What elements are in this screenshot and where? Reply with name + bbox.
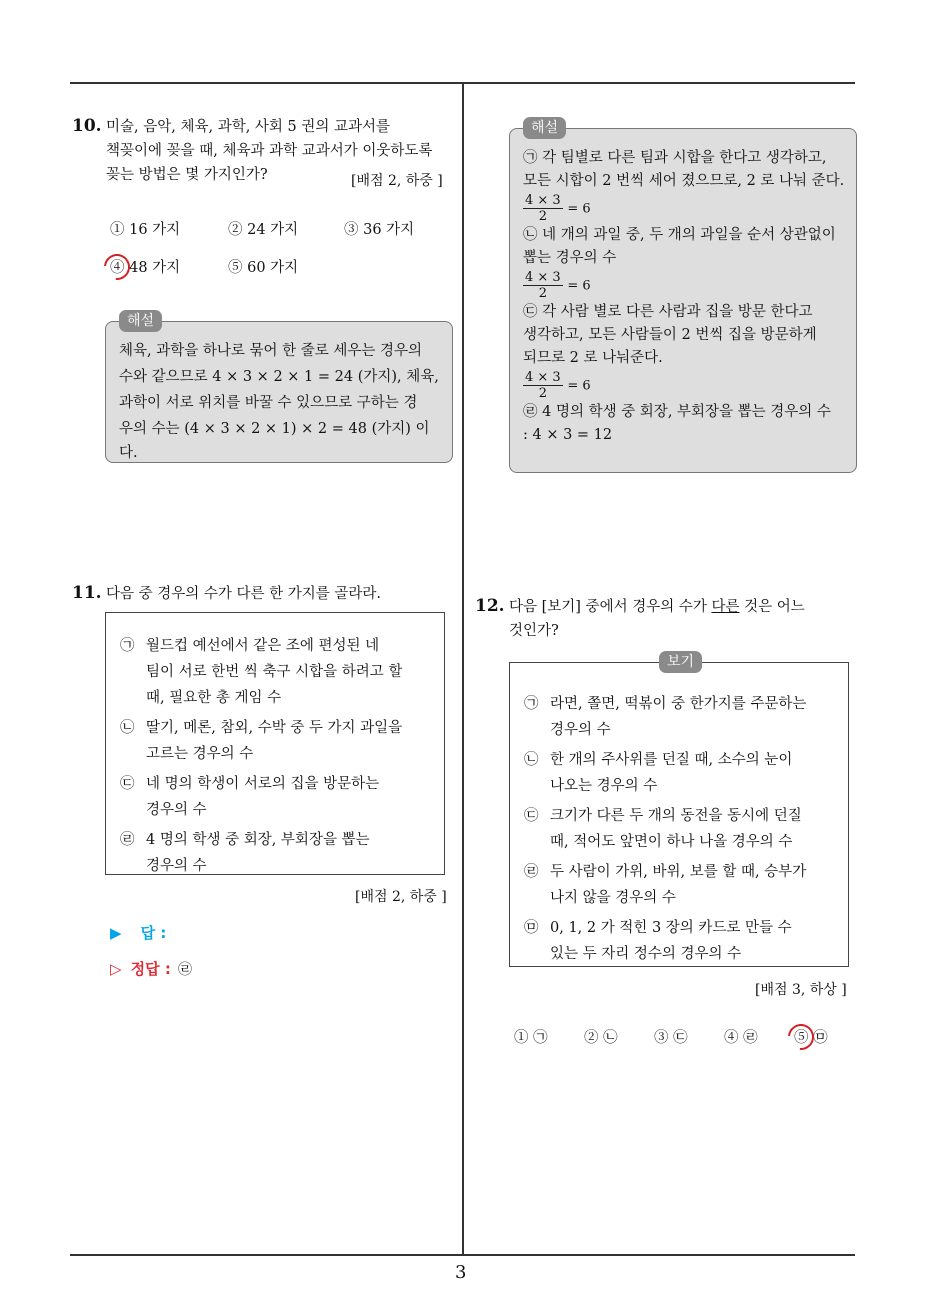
stem-line: 것인가?	[509, 623, 559, 639]
choice-line: 네 명의 학생이 서로의 집을 방문하는	[146, 776, 380, 792]
choice-line: 크기가 다른 두 개의 동전을 동시에 던질	[550, 808, 802, 824]
choice-line: 라면, 쫄면, 떡볶이 중 한가지를 주문하는	[550, 696, 807, 712]
choice-line: 4 명의 학생 중 회장, 부회장을 뽑는	[146, 832, 370, 848]
question-12-stem	[509, 595, 854, 643]
choice-line: 두 사람이 가위, 바위, 보를 할 때, 승부가	[550, 864, 807, 880]
answer-row	[110, 922, 166, 943]
numerator: 4 × 3	[525, 193, 561, 208]
choice-line: 나오는 경우의 수	[550, 778, 658, 794]
fraction-result: = 6	[567, 278, 591, 294]
correct-answer-label: 정답 :	[130, 960, 171, 978]
outline-arrow-icon: ▷	[110, 960, 122, 978]
choice-item	[120, 827, 435, 879]
explanation-line: 수와 같으므로 4 × 3 × 2 × 1 = 24 (가지), 체육,	[119, 369, 439, 385]
q12-option-3[interactable]: ③ ㉢	[654, 1030, 688, 1046]
explanation-tag: 해설	[523, 117, 566, 139]
question-11-score: [배점 2, 하중 ]	[355, 889, 447, 905]
choice-line: 경우의 수	[146, 802, 207, 818]
q10-option-4[interactable]: ④ 48 가지	[110, 260, 181, 276]
denominator: 2	[538, 386, 547, 401]
choice-mark: ㉡	[524, 752, 539, 768]
fraction	[523, 193, 563, 224]
stem-underlined: 다른	[711, 599, 740, 615]
choice-mark: ㉣	[120, 832, 135, 848]
choice-item	[524, 803, 842, 855]
explanation-line: ㉠ 각 팀별로 다른 팀과 시합을 한다고 생각하고,	[523, 150, 827, 166]
answer-label: 답 :	[140, 924, 167, 942]
fraction	[523, 370, 563, 401]
choice-mark: ㉡	[120, 720, 135, 736]
fraction-result: = 6	[567, 378, 591, 394]
explanation-line: 뽑는 경우의 수	[523, 250, 617, 266]
explanation-line: 체육, 과학을 하나로 묶어 한 줄로 세우는 경우의	[119, 343, 423, 359]
question-10-score: [배점 2, 하중 ]	[351, 173, 443, 189]
stem-line: 미술, 음악, 체육, 과학, 사회 5 권의 교과서를	[106, 119, 391, 135]
bottom-rule	[70, 1254, 855, 1256]
choice-line: 경우의 수	[550, 722, 611, 738]
q10-option-1[interactable]: ① 16 가지	[110, 222, 181, 238]
example-tag: 보기	[659, 651, 702, 673]
choice-item	[120, 715, 435, 767]
choice-line: 고르는 경우의 수	[146, 746, 254, 762]
choice-line: 경우의 수	[146, 858, 207, 874]
explanation-line: : 4 × 3 = 12	[523, 427, 613, 443]
question-11-stem: 다음 중 경우의 수가 다른 한 가지를 골라라.	[106, 586, 381, 602]
stem-text: 것은 어느	[739, 599, 805, 615]
fraction-result: = 6	[567, 201, 591, 217]
q12-example-box	[509, 662, 849, 967]
denominator: 2	[538, 286, 547, 301]
play-arrow-icon: ▶	[110, 924, 122, 942]
choice-item	[524, 859, 842, 911]
column-divider	[462, 82, 464, 1255]
choice-line: 나지 않을 경우의 수	[550, 890, 676, 906]
choice-mark: ㉠	[524, 696, 539, 712]
choice-item	[120, 771, 435, 823]
choice-item	[524, 747, 842, 799]
q11-explanation-box	[509, 128, 857, 473]
choice-item	[120, 633, 435, 711]
q12-option-1[interactable]: ① ㉠	[514, 1030, 548, 1046]
explanation-line: ㉣ 4 명의 학생 중 회장, 부회장을 뽑는 경우의 수	[523, 404, 831, 420]
explanation-line: ㉡ 네 개의 과일 중, 두 개의 과일을 순서 상관없이	[523, 227, 836, 243]
choice-mark: ㉢	[524, 808, 539, 824]
page-number: 3	[455, 1262, 467, 1283]
choice-line: 때, 적어도 앞면이 하나 나올 경우의 수	[550, 834, 793, 850]
explanation-line: 되므로 2 로 나눠준다.	[523, 350, 663, 366]
stem-text: 다음 [보기] 중에서 경우의 수가	[509, 599, 712, 615]
fraction-row	[523, 370, 853, 401]
choice-mark: ㉢	[120, 776, 135, 792]
choice-line: 한 개의 주사위를 던질 때, 소수의 눈이	[550, 752, 793, 768]
numerator: 4 × 3	[525, 370, 561, 385]
q10-explanation-box	[105, 321, 453, 463]
denominator: 2	[538, 209, 547, 224]
question-12-number: 12.	[475, 596, 505, 616]
question-12-score: [배점 3, 하상 ]	[755, 982, 847, 998]
q12-option-2[interactable]: ② ㉡	[584, 1030, 618, 1046]
choice-line: 0, 1, 2 가 적힌 3 장의 카드로 만들 수	[550, 920, 792, 936]
stem-line: 꽂는 방법은 몇 가지인가?	[106, 167, 268, 183]
choice-line: 팀이 서로 한번 씩 축구 시합을 하려고 할	[146, 664, 403, 680]
q10-option-5[interactable]: ⑤ 60 가지	[228, 260, 299, 276]
choice-mark: ㉤	[524, 920, 539, 936]
explanation-tag: 해설	[119, 310, 162, 332]
choice-mark: ㉠	[120, 638, 135, 654]
question-11-number: 11.	[72, 583, 102, 603]
choice-line: 때, 필요한 총 게임 수	[146, 690, 282, 706]
explanation-line: ㉢ 각 사람 별로 다른 사람과 집을 방문 한다고	[523, 304, 813, 320]
explanation-line: 생각하고, 모든 사람들이 2 번씩 집을 방문하게	[523, 327, 817, 343]
choice-line: 월드컵 예선에서 같은 조에 편성된 네	[146, 638, 380, 654]
q10-option-2[interactable]: ② 24 가지	[228, 222, 299, 238]
stem-line: 책꽂이에 꽂을 때, 체육과 과학 교과서가 이웃하도록	[106, 143, 433, 159]
explanation-line: 과학이 서로 위치를 바꿀 수 있으므로 구하는 경	[119, 395, 418, 411]
correct-answer-value: ㉣	[177, 962, 192, 978]
stem-line	[509, 595, 854, 619]
correct-answer-row	[110, 958, 192, 979]
choice-item	[524, 915, 842, 967]
explanation-line: 우의 수는 (4 × 3 × 2 × 1) × 2 = 48 (가지) 이다.	[119, 421, 430, 461]
q11-choices-box	[105, 612, 445, 875]
fraction-row	[523, 270, 853, 301]
fraction	[523, 270, 563, 301]
q12-option-4[interactable]: ④ ㉣	[724, 1030, 758, 1046]
q10-option-3[interactable]: ③ 36 가지	[344, 222, 415, 238]
choice-mark: ㉣	[524, 864, 539, 880]
choice-item	[524, 691, 842, 743]
choice-line: 있는 두 자리 정수의 경우의 수	[550, 946, 742, 962]
q12-option-5[interactable]: ⑤ ㉤	[794, 1030, 828, 1046]
fraction-row	[523, 193, 853, 224]
numerator: 4 × 3	[525, 270, 561, 285]
choice-line: 딸기, 메론, 참외, 수박 중 두 가지 과일을	[146, 720, 403, 736]
question-10-number: 10.	[72, 116, 102, 136]
explanation-line: 모든 시합이 2 번씩 세어 졌으므로, 2 로 나눠 준다.	[523, 173, 845, 189]
